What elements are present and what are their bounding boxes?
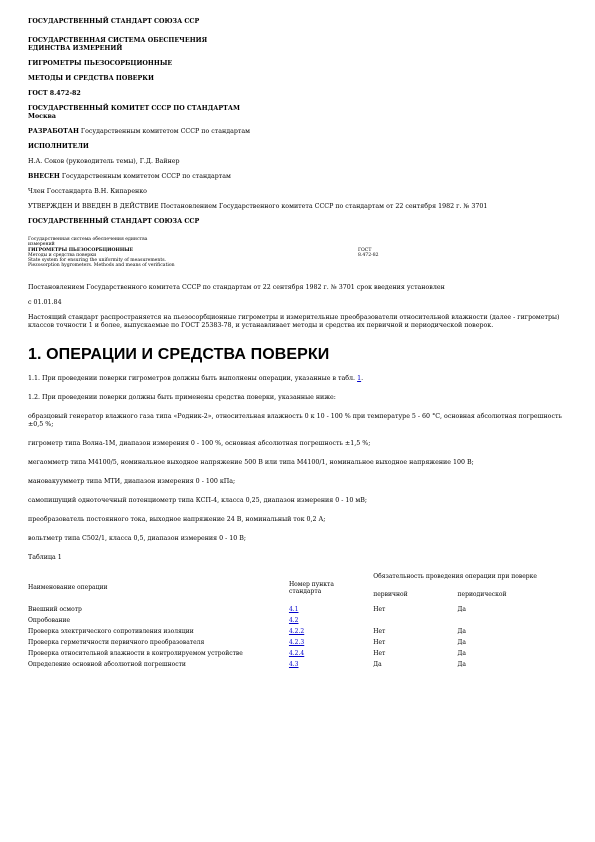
date-line: с 01.01.84 [28, 299, 62, 306]
equipment-item-6: преобразователь постоянного тока, выходное напряжение 24 В, номинальный ток 0,2 А; [28, 516, 326, 523]
title-block-gost-label: ГОСТ [358, 247, 372, 253]
developed-label: РАЗРАБОТАН [28, 128, 79, 135]
item-link[interactable]: 4.2.2 [288, 628, 305, 635]
operation-name: Проверка электрического сопротивления изоляции [28, 628, 194, 635]
committee-name: ГОСУДАРСТВЕННЫЙ КОМИТЕТ СССР ПО СТАНДАРТАМ [28, 105, 240, 112]
introduced-line [28, 173, 573, 181]
gost-number: ГОСТ 8.472-82 [28, 90, 81, 97]
equipment-item-1: образцовый генератор влажного газа типа «Родник-2», относительная влажность 0 к 10 - 100 % при температуре 5 - 60 °С, основная абсолютная погрешность ±0,5 %; [28, 413, 562, 428]
header-primary: первичной [373, 591, 408, 598]
header-item-number-l1: Номер пункта [288, 580, 334, 588]
paragraph-1-1 [28, 375, 573, 383]
table-row [28, 628, 568, 639]
item-link[interactable]: 4.1 [288, 606, 299, 613]
title-block-l2: измерений [28, 242, 55, 248]
item-link[interactable]: 4.2.3 [288, 639, 305, 646]
periodic-value: Да [457, 639, 467, 646]
equipment-item-3: мегаомметр типа М4100/5, номинальное выходное напряжение 500 В или типа М4100/1, номинальное выходное напряжение 100 В; [28, 459, 474, 466]
operation-name: Внешний осмотр [28, 606, 82, 613]
periodic-value [458, 617, 568, 628]
table-row [28, 639, 568, 650]
periodic-value: Да [457, 606, 467, 613]
primary-value [373, 617, 457, 628]
table-row [28, 606, 568, 617]
approved-line: УТВЕРЖДЕН И ВВЕДЕН В ДЕЙСТВИЕ Постановлением Государственного комитета СССР по стандартам от 22 сентября 1982 г. № 3701 [28, 203, 488, 210]
system-title-line1: ГОСУДАРСТВЕННАЯ СИСТЕМА ОБЕСПЕЧЕНИЯ [28, 37, 208, 44]
header-periodic: периодической [457, 591, 507, 598]
operation-name: Проверка герметичности первичного преобразователя [28, 639, 205, 646]
paragraph-1-1-text: 1.1. При проведении поверки гигрометров должны быть выполнены операции, указанные в табл. [28, 375, 356, 382]
item-link[interactable]: 4.2.4 [288, 650, 305, 657]
periodic-value: Да [457, 661, 467, 668]
primary-value: Нет [373, 606, 386, 613]
table-label: Таблица 1 [28, 554, 62, 561]
equipment-item-7: вольтметр типа С502/1, класса 0,5, диапазон измерения 0 - 10 В; [28, 535, 246, 542]
periodic-value: Да [457, 628, 467, 635]
introduced-text: Государственным комитетом СССР по стандартам [61, 173, 231, 180]
title-block-l1: Государственная система обеспечения единства [28, 237, 148, 242]
primary-value: Нет [373, 628, 386, 635]
paragraph-1-1-end: . [361, 375, 364, 382]
title-block-l5: State system for ensuring the uniformity of measurements. [28, 258, 167, 264]
city: Москва [28, 113, 57, 120]
developed-line [28, 128, 573, 136]
header-operation-name: Наименование операции [28, 584, 108, 591]
system-title-line2: ЕДИНСТВА ИЗМЕРЕНИЙ [28, 45, 123, 52]
paragraph-1-2: 1.2. При проведении поверки должны быть применены средства поверки, указанные ниже: [28, 394, 336, 401]
operation-name: Проверка относительной влажности в контролируемом устройстве [28, 650, 243, 657]
equipment-item-2: гигрометр типа Волна-1М, диапазон измерения 0 - 100 %, основная абсолютная погрешность ±1,5 %; [28, 440, 371, 447]
table-row [28, 617, 568, 628]
title-block-l6: Piezosorption hygrometers. Methods and means of verification [28, 263, 175, 269]
scope-paragraph: Настоящий стандарт распространяется на пьезосорбционные гигрометры и измерительные преобразователи относительной влажности (далее - гигрометры) классов точности 1 и более, выпускаемые по ГОСТ 25383-78, и устанавливает методы и средства их первичной и периодической поверок. [28, 314, 560, 329]
title-block-gost-number: 8.472-82 [358, 252, 379, 258]
equipment-item-4: мановакуумметр типа МТИ, диапазон измерения 0 - 100 кПа; [28, 478, 236, 485]
title-block-l4: Методы и средства поверки [28, 252, 97, 258]
primary-value: Да [373, 661, 382, 668]
equipment-item-5: самопишущий одноточечный потенциометр типа КСП-4, класса 0,25, диапазон измерения 0 - 10 мВ; [28, 497, 367, 504]
section-heading: 1. ОПЕРАЦИИ И СРЕДСТВА ПОВЕРКИ [28, 346, 330, 363]
title-block [28, 237, 573, 277]
item-link[interactable]: 4.3 [288, 661, 299, 668]
standard-title-2: ГОСУДАРСТВЕННЫЙ СТАНДАРТ СОЮЗА ССР [28, 218, 200, 225]
device-title: ГИГРОМЕТРЫ ПЬЕЗОСОРБЦИОННЫЕ [28, 60, 173, 67]
table-1-link[interactable]: 1 [357, 375, 362, 382]
title-block-l3: ГИГРОМЕТРЫ ПЬЕЗОСОРБЦИОННЫЕ [28, 247, 134, 253]
item-link[interactable]: 4.2 [288, 617, 299, 624]
developed-text: Государственным комитетом СССР по стандартам [80, 128, 251, 135]
authors: Н.А. Соков (руководитель темы), Г.Д. Вайнер [28, 158, 180, 165]
table-header-row [28, 573, 568, 591]
header-obligatoriness: Обязательность проведения операции при поверке [373, 573, 537, 580]
operation-name: Определение основной абсолютной погрешности [28, 661, 186, 668]
document-page [28, 18, 573, 672]
operations-table [28, 573, 568, 672]
table-row [28, 650, 568, 661]
periodic-value: Да [457, 650, 467, 657]
table-row [28, 661, 568, 672]
methods-title: МЕТОДЫ И СРЕДСТВА ПОВЕРКИ [28, 75, 154, 82]
standard-title: ГОСУДАРСТВЕННЫЙ СТАНДАРТ СОЮЗА ССР [28, 18, 200, 25]
member-line: Член Госстандарта В.Н. Кипаренко [28, 188, 147, 195]
header-item-number [289, 573, 373, 602]
introduced-label: ВНЕСЕН [28, 173, 60, 180]
performers-label: ИСПОЛНИТЕЛИ [28, 143, 89, 150]
operation-name: Опробование [28, 617, 71, 624]
primary-value: Нет [373, 650, 386, 657]
title-block-gost [358, 248, 379, 259]
primary-value: Нет [373, 639, 386, 646]
header-item-number-l2: стандарта [288, 587, 322, 595]
decree-line: Постановлением Государственного комитета СССР по стандартам от 22 сентября 1982 г. № 3701 срок введения установлен [28, 284, 445, 291]
